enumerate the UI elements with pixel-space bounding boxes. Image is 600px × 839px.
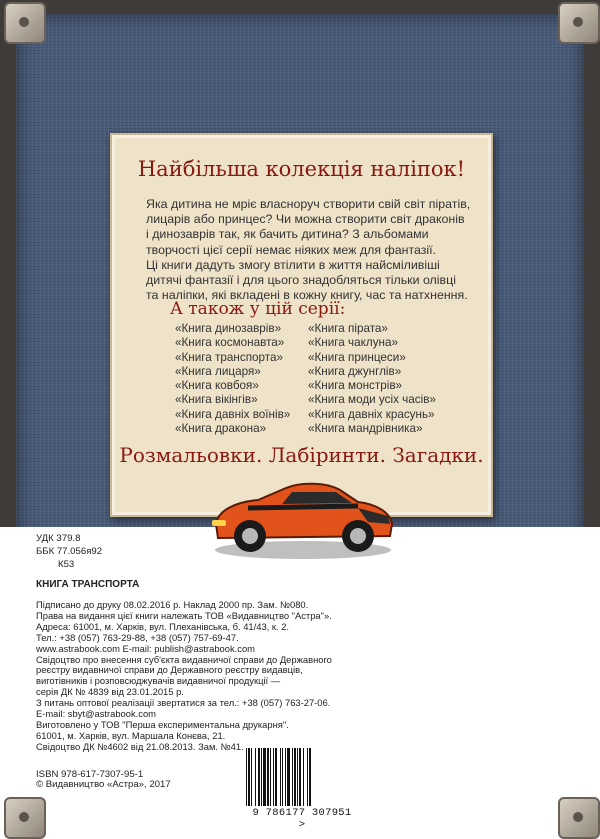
imprint-line: Підписано до друку 08.02.2016 р. Наклад 2000 пр. Зам. №080. — [36, 599, 309, 610]
series-item: «Книга принцеси» — [308, 350, 406, 364]
imprint-line: 61001, м. Харків, вул. Маршала Конєва, 21. — [36, 729, 226, 741]
imprint-line: www.astrabook.com E-mail: publish@astrabook.com — [36, 642, 255, 654]
copyright: © Видавництво «Астра», 2017 — [36, 779, 171, 790]
series-item: «Книга пірата» — [308, 322, 388, 335]
intro-text — [146, 197, 471, 303]
imprint-line: Права на видання цієї книги належать ТОВ «Видавництво "Астра"». — [36, 609, 332, 621]
intro-line: Яка дитина не мріє власноруч створити свій світ піратів, — [146, 197, 471, 211]
intro-line: і динозаврів так, як бачить дитина? З альбомами — [146, 227, 429, 242]
barcode-bars — [246, 748, 358, 806]
imprint-line: Виготовлено у ТОВ "Перша експериментальна друкарня". — [36, 718, 289, 730]
author-mark: К53 — [58, 559, 75, 570]
imprint-line: реєстру видавничої справи до Державного реєстру видавців, — [36, 664, 303, 676]
tagline: Розмальовки. Лабіринти. Загадки. — [119, 443, 484, 467]
card-title: Найбільша колекція наліпок! — [137, 157, 466, 181]
series-item: «Книга давніх воїнів» — [175, 407, 291, 421]
series-item: «Книга транспорта» — [175, 350, 283, 364]
series-item: «Книга чаклуна» — [308, 336, 398, 350]
series-item: «Книга моди усіх часів» — [308, 393, 436, 407]
series-item: «Книга джунглів» — [308, 364, 402, 378]
series-item: «Книга давніх красунь» — [308, 407, 435, 421]
series-item: «Книга лицаря» — [175, 364, 261, 378]
imprint-line: серія ДК № 4839 від 23.01.2015 р. — [36, 686, 184, 698]
bbk-code: ББК 77.056я92 — [36, 546, 103, 557]
series-item: «Книга динозаврів» — [175, 322, 282, 335]
barcode — [246, 748, 358, 831]
series-item: «Книга монстрів» — [308, 379, 403, 393]
series-item: «Книга космонавта» — [175, 336, 285, 350]
imprint-line: З питань оптової реалізації звертатися за тел.: +38 (057) 763-27-06. — [36, 697, 331, 709]
series-item: «Книга дракона» — [175, 422, 267, 436]
corner-bracket-bottom-left — [4, 797, 46, 839]
imprint-line: Свідоцтво ДК №4602 від 21.08.2013. Зам. №41. — [36, 740, 244, 752]
series-item: «Книга ковбоя» — [175, 379, 259, 393]
imprint-line: Свідоцтво про внесення суб'єкта видавничої справи до Державного — [36, 653, 332, 665]
intro-line: лицарів або принцес? Чи можна створити світ драконів — [146, 212, 465, 227]
corner-bracket-bottom-right — [558, 797, 600, 839]
udk-code: УДК 379.8 — [36, 533, 81, 544]
imprint-line: E-mail: sbyt@astrabook.com — [36, 708, 156, 720]
info-card — [110, 133, 493, 517]
corner-bracket-top-left — [4, 2, 46, 44]
imprint-line: Тел.: +38 (057) 763-29-88, +38 (057) 757-69-47. — [36, 631, 239, 643]
publication-details — [36, 600, 332, 753]
barcode-number: 9 786177 307951 > — [252, 807, 352, 831]
intro-line: Ці книги дадуть змогу втілити в життя найсміливіші — [146, 257, 440, 272]
isbn: ISBN 978-617-7307-95-1 — [36, 769, 144, 780]
sports-car-illustration — [208, 462, 398, 562]
book-title: КНИГА ТРАНСПОРТА — [36, 579, 140, 590]
corner-bracket-top-right — [558, 2, 600, 44]
barcode-bar — [311, 748, 312, 806]
series-title: А також у цій серії: — [170, 299, 346, 319]
imprint-line: Адреса: 61001, м. Харків, вул. Плеханівська, б. 41/43, к. 2. — [36, 620, 290, 632]
intro-line: та наліпки, які вкладені в кожну книгу, час та натхнення. — [146, 288, 468, 303]
imprint-line: виготівників і розповсюджувачів видавничої продукції — — [36, 675, 281, 687]
intro-line: творчості цієї серії немає ніяких меж для фантазії. — [146, 242, 437, 257]
series-item: «Книга мандрівника» — [308, 422, 423, 436]
series-list-right — [308, 322, 436, 436]
series-item: «Книга вікінгів» — [175, 393, 258, 407]
intro-line: дитячі фантазії і для цього знадобляться тільки олівці — [146, 273, 456, 288]
series-list-left — [175, 322, 290, 436]
